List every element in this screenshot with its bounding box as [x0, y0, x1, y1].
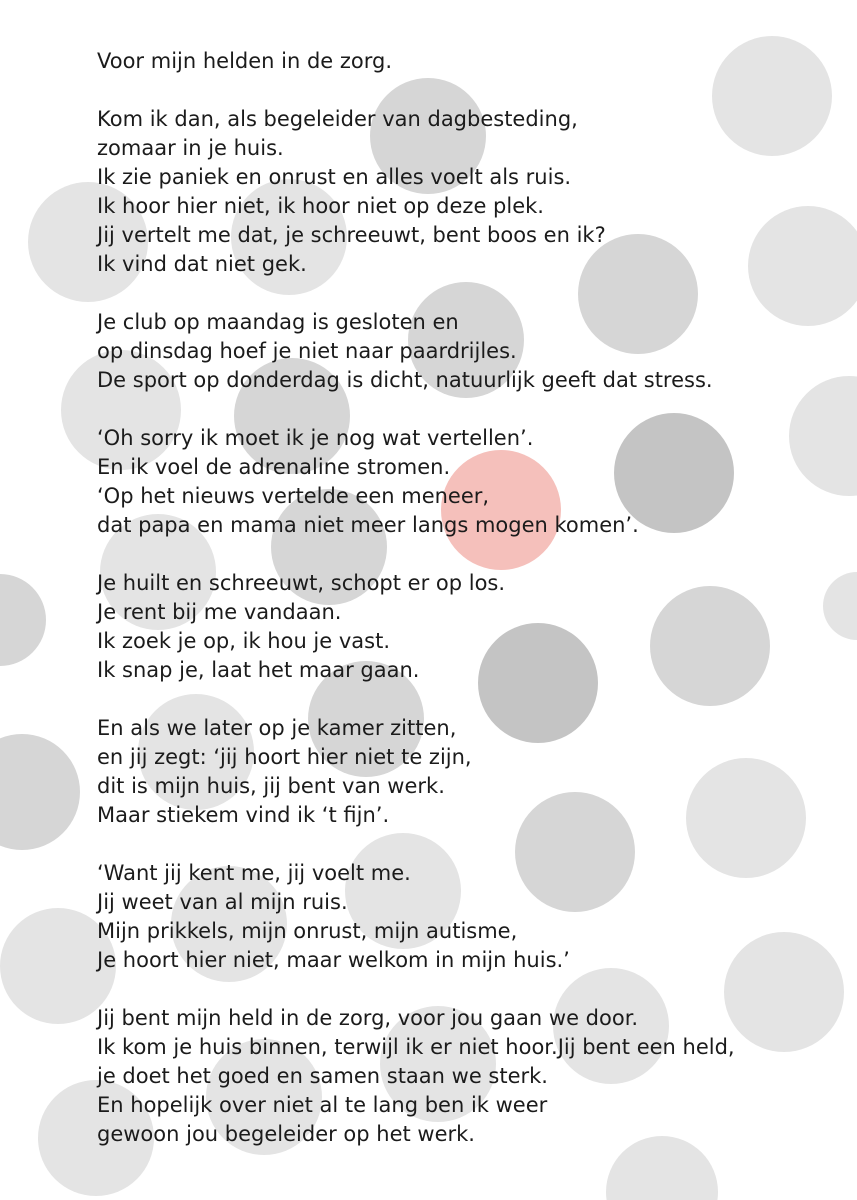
poem-line: dat papa en mama niet meer langs mogen komen’. [97, 513, 639, 537]
poem-line: Ik vind dat niet gek. [97, 252, 307, 276]
poem-line: Ik hoor hier niet, ik hoor niet op deze plek. [97, 194, 544, 218]
poem-line: je doet het goed en samen staan we sterk. [97, 1064, 548, 1088]
poem-line: En als we later op je kamer zitten, [97, 716, 457, 740]
background-dot [789, 376, 857, 496]
poem-line: gewoon jou begeleider op het werk. [97, 1122, 475, 1146]
poem-stanza-4 [97, 569, 797, 685]
poem-line: Ik snap je, laat het maar gaan. [97, 658, 420, 682]
poem-stanza-5 [97, 714, 797, 830]
poem-line: Mijn prikkels, mijn onrust, mijn autisme, [97, 919, 518, 943]
poem-line: dit is mijn huis, jij bent van werk. [97, 774, 445, 798]
poem-line: Jij weet van al mijn ruis. [97, 890, 348, 914]
poem-line: ‘Want jij kent me, jij voelt me. [97, 861, 411, 885]
poem [97, 47, 797, 1178]
background-dot [0, 734, 80, 850]
poem-line: Je hoort hier niet, maar welkom in mijn huis.’ [97, 948, 570, 972]
poem-stanza-2 [97, 308, 797, 395]
poem-line: Je club op maandag is gesloten en [97, 310, 459, 334]
poem-stanza-7 [97, 1004, 797, 1149]
poem-line: en jij zegt: ‘jij hoort hier niet te zijn, [97, 745, 472, 769]
poem-stanza-6 [97, 859, 797, 975]
poem-line: Jij vertelt me dat, je schreeuwt, bent boos en ik? [97, 223, 606, 247]
poem-stanza-1 [97, 105, 797, 279]
poem-line: De sport op donderdag is dicht, natuurlijk geeft dat stress. [97, 368, 713, 392]
poem-dedication [97, 47, 797, 76]
poem-line: Maar stiekem vind ik ‘t fijn’. [97, 803, 390, 827]
poem-stanza-3 [97, 424, 797, 540]
poem-line: Kom ik dan, als begeleider van dagbesteding, [97, 107, 578, 131]
poem-line: Je rent bij me vandaan. [97, 600, 342, 624]
poem-line: Ik zoek je op, ik hou je vast. [97, 629, 391, 653]
background-dot [0, 574, 46, 666]
poem-line: En ik voel de adrenaline stromen. [97, 455, 451, 479]
poem-line: Voor mijn helden in de zorg. [97, 49, 393, 73]
poem-line: Jij bent mijn held in de zorg, voor jou gaan we door. [97, 1006, 639, 1030]
poem-line: Ik kom je huis binnen, terwijl ik er niet hoor.Jij bent een held, [97, 1035, 735, 1059]
poem-line: Je huilt en schreeuwt, schopt er op los. [97, 571, 506, 595]
poem-line: En hopelijk over niet al te lang ben ik weer [97, 1093, 548, 1117]
poem-line: ‘Oh sorry ik moet ik je nog wat vertellen’. [97, 426, 534, 450]
poem-line: zomaar in je huis. [97, 136, 284, 160]
poem-line: ‘Op het nieuws vertelde een meneer, [97, 484, 490, 508]
poem-line: Ik zie paniek en onrust en alles voelt als ruis. [97, 165, 572, 189]
poem-line: op dinsdag hoef je niet naar paardrijles. [97, 339, 517, 363]
background-dot [823, 572, 857, 640]
